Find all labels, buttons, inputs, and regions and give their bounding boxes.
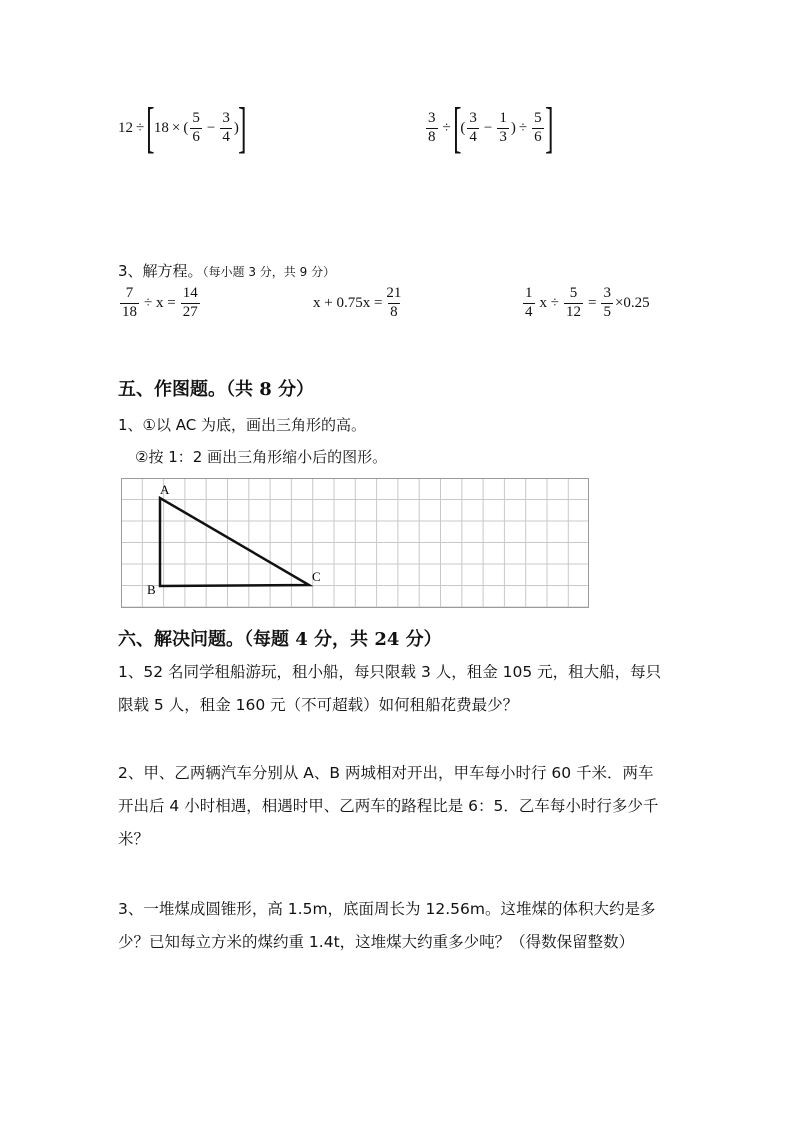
fraction: $\frac{5}{6}$ [192, 110, 200, 145]
fraction: $\frac{1}{3}$ [499, 110, 507, 145]
number: 18 [153, 119, 169, 136]
section-5-heading: 五、作图题。（共 8 分） [118, 379, 315, 400]
close-paren: ) [510, 119, 516, 136]
minus-symbol: − [483, 119, 493, 136]
vertex-label-b: B [147, 582, 156, 597]
vertex-label-a: A [160, 482, 170, 497]
question-6-1: 1、52 名同学租船游玩，租小船，每只限载 3 人，租金 105 元，租大船，每只限载 5 人，租金 160 元（不可超载）如何租船花费最少？ [118, 663, 662, 714]
divide-symbol: ÷ [136, 119, 145, 136]
score-note: （每小题 3 分，共 9 分） [202, 265, 336, 279]
question-6-3: 3、一堆煤成圆锥形，高 1.5m，底面周长为 12.56m。这堆煤的体积大约是多少？已知每立方米的煤约重 1.4t，这堆煤大约重多少吨？（得数保留整数） [118, 900, 656, 951]
number: 12 [118, 119, 133, 136]
question-5-1b: ②按 1：2 画出三角形缩小后的图形。 [135, 448, 388, 466]
operator: ÷ x = [144, 294, 176, 311]
left-bracket: [ [146, 97, 155, 159]
section-3-title: 3、解方程。（每小题 3 分，共 9 分） [118, 262, 336, 280]
question-5-1: 1、①以 AC 为底，画出三角形的高。 [118, 416, 366, 434]
divide-symbol: ÷ [442, 119, 451, 136]
fraction: $\frac{1}{4}$ [525, 285, 533, 320]
equation-1 [118, 286, 202, 321]
right-bracket: ] [544, 97, 554, 159]
section-6-heading: 六、解决问题。（每题 4 分，共 24 分） [118, 629, 442, 650]
left-bracket: [ [452, 97, 462, 159]
operator: ×0.25 [614, 294, 650, 311]
fraction: $\frac{3}{4}$ [469, 110, 477, 145]
question-6-2: 2、甲、乙两辆汽车分别从 A、B 两城相对开出，甲车每小时行 60 千米．两车开出后 4 小时相遇，相遇时甲、乙两车的路程比是 6：5．乙车每小时行多少千米？ [118, 764, 659, 848]
fraction: $\frac{21}{8}$ [386, 285, 402, 320]
close-paren: ) [233, 119, 239, 136]
fraction: $\frac{5}{12}$ [565, 285, 581, 320]
divide-symbol: ÷ [518, 119, 528, 136]
equation-3 [521, 286, 650, 321]
fraction: $\frac{14}{27}$ [182, 285, 198, 320]
equation-2 [313, 286, 405, 321]
right-bracket: ] [237, 97, 247, 159]
fraction: $\frac{7}{18}$ [122, 285, 137, 320]
fraction: $\frac{5}{6}$ [534, 110, 542, 145]
open-paren: ( [460, 119, 466, 136]
grid-svg [121, 478, 589, 608]
equation-lhs: x + 0.75x = [313, 294, 383, 311]
grid-lines [121, 478, 589, 608]
equals-symbol: = [587, 294, 597, 311]
vertex-label-c: C [312, 569, 321, 584]
open-paren: ( [183, 119, 189, 136]
times-symbol: × [171, 119, 181, 136]
minus-symbol: − [206, 119, 216, 136]
triangle-grid-figure [121, 478, 589, 608]
expression-2 [424, 97, 554, 159]
fraction: $\frac{3}{8}$ [428, 110, 436, 145]
expression-1 [118, 97, 247, 159]
fraction: $\frac{3}{5}$ [603, 285, 611, 320]
fraction: $\frac{3}{4}$ [222, 110, 230, 145]
operator: x ÷ [539, 294, 559, 311]
